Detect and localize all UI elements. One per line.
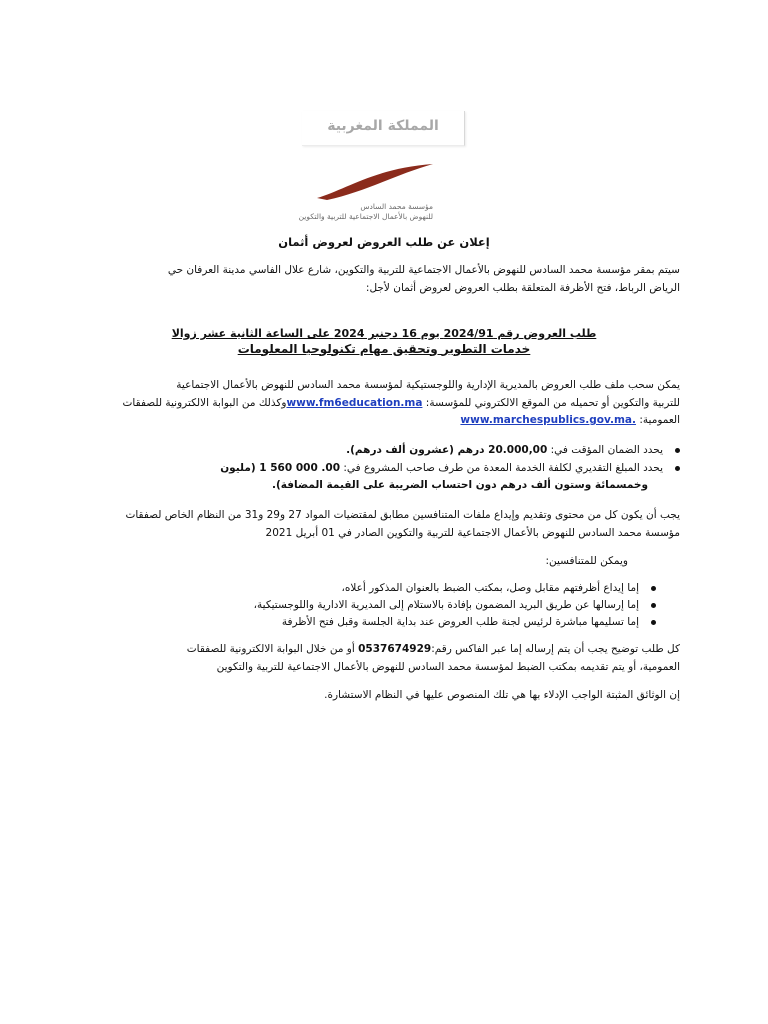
foundation-logo: [298, 162, 445, 226]
submission-option-3: [282, 614, 656, 631]
fm6education-link[interactable]: www.fm6education.ma: [286, 396, 423, 409]
submission-option-1-text: إما إيداع أظرفتهم مقابل وصل، بمكتب الضبط بالعنوان المذكور أعلاه،: [341, 582, 639, 594]
kingdom-header: [302, 111, 465, 146]
estimate-prefix: يحدد المبلغ التقديري لكلفة الخدمة المعدة من طرف صاحب المشروع في:: [343, 462, 663, 474]
submission-option-2: [254, 597, 656, 614]
kingdom-label: المملكة المغربية: [327, 118, 439, 134]
logo-swoosh-icon: [305, 162, 445, 202]
announcement-title: إعلان عن طلب العروض لعروض أثمان: [278, 235, 490, 249]
marchespublics-link[interactable]: www.marchespublics.gov.ma.: [460, 414, 637, 426]
rules-paragraph: [88, 507, 680, 542]
estimate-amount: 00. 000 560 1 (مليون: [220, 462, 341, 474]
competitors-label: ويمكن للمتنافسين:: [545, 555, 628, 567]
download-paragraph: [88, 377, 680, 430]
intro-paragraph: [88, 262, 680, 297]
closing-paragraph: إن الوثائق المثبتة الواجب الإدلاء بها هي تلك المنصوص عليها في النظام الاستشارة.: [324, 689, 680, 701]
download-line-2-a: للتربية والتكوين أو تحميله من الموقع الالكتروني للمؤسسة:: [425, 396, 680, 409]
guarantee-prefix: يحدد الضمان المؤقت في:: [550, 444, 663, 456]
download-line-1: يمكن سحب ملف طلب العروض بالمديرية الإدارية واللوجستيكية لمؤسسة محمد السادس للنهوض بالأعمال الاجتماعية: [176, 379, 680, 391]
download-line-3-a: العمومية:: [639, 414, 680, 426]
submission-option-3-text: إما تسليمها مباشرة لرئيس لجنة طلب العروض عند بداية الجلسة وقبل فتح الأظرفة: [281, 616, 639, 628]
clarification-line-1-b: أو من خلال البوابة الالكترونية للصفقات: [186, 643, 355, 655]
download-line-2: [88, 395, 680, 413]
logo-text-line-1: مؤسسة محمد السادس: [360, 202, 433, 211]
intro-line-1: سيتم بمقر مؤسسة محمد السادس للنهوض بالأعمال الاجتماعية للتربية والتكوين، شارع علال الفاسي مدينة العرفان حي: [167, 264, 680, 276]
rules-line-2: مؤسسة محمد السادس للنهوض بالأعمال الاجتماعية للتربية والتكوين الصادر في 01 أبريل 2021: [265, 526, 680, 539]
estimate-bullet: [220, 460, 680, 477]
tender-heading: [88, 325, 680, 358]
intro-line-2: الرياض الرباط، فتح الأظرفة المتعلقة بطلب العروض لعروض أثمان لأجل:: [365, 281, 680, 294]
bullet-dot-icon: [675, 466, 680, 471]
logo-text-line-2: للنهوض بالأعمال الاجتماعية للتربية والتكوين: [298, 212, 433, 221]
bullet-dot-icon: [651, 603, 656, 608]
download-line-2-b: وكذلك من البوابة الالكترونية للصفقات: [122, 396, 287, 409]
clarification-line-2: العمومية، أو يتم تقديمه بمكتب الضبط لمؤسسة محمد السادس للنهوض بالأعمال الاجتماعية للتربية والتكوين: [216, 660, 680, 673]
rules-line-1: يجب أن يكون كل من محتوى وتقديم وإيداع ملفات المتنافسين مطابق لمقتضيات المواد 27 و29 و31 من النظام الخاص لصفقات: [125, 509, 680, 521]
submission-option-2-text: إما إرسالها عن طريق البريد المضمون بإفادة بالاستلام إلى المديرية الادارية واللوجستيكية،: [253, 599, 639, 611]
bullet-dot-icon: [651, 620, 656, 625]
clarification-paragraph: [88, 641, 680, 676]
clarification-line-1-a: كل طلب توضيح يجب أن يتم إرساله إما عبر الفاكس رقم:: [431, 643, 680, 655]
guarantee-amount: 20.000,00 درهم (عشرون ألف درهم).: [346, 444, 548, 456]
estimate-amount-continuation: وخمسمائة وستون ألف درهم دون احتساب الضريبة على القيمة المضافة).: [272, 479, 648, 491]
guarantee-bullet: [346, 442, 680, 459]
clarification-line-1: [88, 641, 680, 659]
download-line-3: [88, 412, 680, 430]
bullet-dot-icon: [675, 448, 680, 453]
submission-option-1: [342, 580, 657, 597]
tender-subject-line: خدمات التطوير وتحقيق مهام تكنولوجيا المعلومات: [237, 341, 531, 356]
bullet-dot-icon: [651, 586, 656, 591]
fax-number: 0537674929: [358, 643, 432, 655]
tender-number-line: طلب العروض رقم 2024/91 يوم 16 دجنبر 2024 على الساعة الثانية عشر زوالا: [171, 327, 597, 340]
